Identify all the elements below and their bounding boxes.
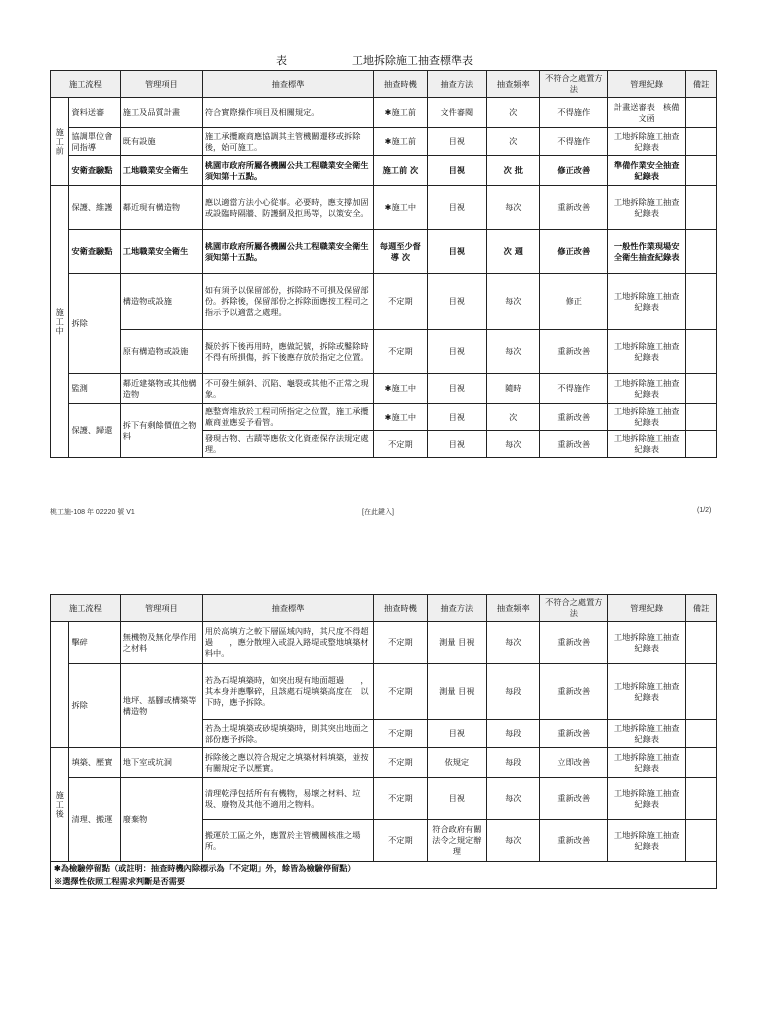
header-action: 不符合之處置方法 <box>540 71 608 98</box>
cell-timing: ✱施工前 <box>374 98 427 128</box>
cell-remark <box>686 330 717 374</box>
cell-timing: 不定期 <box>374 274 427 330</box>
cell-remark <box>686 374 717 404</box>
cell-record: 工地拆除施工抽查紀錄表 <box>608 622 686 664</box>
cell-frequency: 每次 <box>487 778 540 820</box>
cell-standard: 清理乾淨包括所有有機物，易壞之材料、垃圾、廢物及其他不適用之物料。 <box>202 778 373 820</box>
cell-record: 準備作業安全抽查紀錄表 <box>608 156 686 186</box>
cell-action: 重新改善 <box>540 330 608 374</box>
cell-item: 施工及品質計畫 <box>120 98 202 128</box>
cell-method: 目視 <box>427 778 487 820</box>
cell-flow: 安衛查驗點 <box>69 156 120 186</box>
header-standard: 抽查標準 <box>202 595 373 622</box>
cell-timing: 不定期 <box>374 720 427 748</box>
cell-timing: 不定期 <box>374 748 427 778</box>
cell-standard: 若為石堤填築時，如突出現有地面超過 ，其本身并應擊碎，且該處石堤填築高度在 以下時，應予拆除。 <box>202 664 373 720</box>
cell-standard: 桃園市政府所屬各機關公共工程職業安全衛生須知第十五點。 <box>202 156 373 186</box>
header-frequency: 抽查頻率 <box>487 595 540 622</box>
cell-standard: 搬運於工區之外，應置於主管機關核准之場所。 <box>202 820 373 862</box>
cell-standard: 拆除後之應以符合規定之填築材料填築，並按有關規定予以壓實。 <box>202 748 373 778</box>
table-row <box>51 230 717 274</box>
cell-flow: 擊碎 <box>69 622 120 664</box>
cell-flow: 拆除 <box>69 664 120 748</box>
cell-timing: 不定期 <box>374 664 427 720</box>
table-row <box>51 664 717 720</box>
header-method: 抽查方法 <box>427 71 487 98</box>
cell-frequency: 次 <box>487 128 540 156</box>
cell-method: 目視 <box>427 404 487 431</box>
cell-action: 不得施作 <box>540 128 608 156</box>
footer-doc-code: 桃工施-108 年 02220 號 V1 <box>50 509 135 516</box>
cell-remark <box>686 230 717 274</box>
optional-note: ※選擇性依照工程需求判斷是否需要 <box>51 875 717 889</box>
cell-frequency: 每次 <box>487 820 540 862</box>
cell-item: 鄰近現有構造物 <box>120 186 202 230</box>
cell-record: 工地拆除施工抽查紀錄表 <box>608 330 686 374</box>
cell-remark <box>686 664 717 720</box>
header-method: 抽查方法 <box>427 595 487 622</box>
cell-action: 重新改善 <box>540 820 608 862</box>
cell-action: 重新改善 <box>540 664 608 720</box>
table-row <box>51 98 717 128</box>
cell-frequency: 隨時 <box>487 374 540 404</box>
cell-action: 重新改善 <box>540 404 608 431</box>
table-row <box>51 622 717 664</box>
cell-frequency: 每段 <box>487 664 540 720</box>
phase-during: 施工中 <box>51 186 69 458</box>
inspection-table-page1 <box>50 70 717 458</box>
cell-method: 目視 <box>427 720 487 748</box>
header-flow: 施工流程 <box>51 71 121 98</box>
cell-remark <box>686 431 717 458</box>
cell-item: 地下室或坑洞 <box>120 748 202 778</box>
cell-standard: 不可發生傾斜、沉陷、龜裂或其他不正常之現象。 <box>202 374 373 404</box>
cell-method: 目視 <box>427 230 487 274</box>
cell-action: 不得施作 <box>540 98 608 128</box>
header-row <box>51 595 717 622</box>
cell-timing: 施工前 次 <box>374 156 427 186</box>
header-frequency: 抽查頻率 <box>487 71 540 98</box>
cell-action: 不得施作 <box>540 374 608 404</box>
cell-frequency: 每次 <box>487 431 540 458</box>
cell-flow: 保護、歸還 <box>69 404 120 458</box>
cell-action: 修正 <box>540 274 608 330</box>
cell-method: 測量 目視 <box>427 622 487 664</box>
cell-method: 目視 <box>427 374 487 404</box>
cell-item: 工地職業安全衛生 <box>120 156 202 186</box>
header-record: 管理紀錄 <box>608 71 686 98</box>
cell-timing: ✱施工中 <box>374 186 427 230</box>
cell-flow: 填築、壓實 <box>69 748 120 778</box>
cell-frequency: 每段 <box>487 748 540 778</box>
cell-method: 目視 <box>427 274 487 330</box>
cell-remark <box>686 748 717 778</box>
cell-remark <box>686 820 717 862</box>
cell-remark <box>686 404 717 431</box>
title-name: 工地拆除施工抽查標準表 <box>352 54 473 67</box>
cell-standard: 施工承攬廠商應協調其主管機關遷移或拆除後，始可施工。 <box>202 128 373 156</box>
cell-method: 符合政府有關法令之規定辦理 <box>427 820 487 862</box>
cell-record: 工地拆除施工抽查紀錄表 <box>608 748 686 778</box>
cell-item: 地坪、基腳或構築等構造物 <box>120 664 202 748</box>
cell-record: 工地拆除施工抽查紀錄表 <box>608 431 686 458</box>
cell-frequency: 次 批 <box>487 156 540 186</box>
cell-action: 修正改善 <box>540 230 608 274</box>
cell-record: 工地拆除施工抽查紀錄表 <box>608 778 686 820</box>
cell-record: 工地拆除施工抽查紀錄表 <box>608 186 686 230</box>
table-row <box>51 156 717 186</box>
cell-standard: 發現古物、古蹟等應依文化資產保存法規定處理。 <box>202 431 373 458</box>
cell-remark <box>686 778 717 820</box>
cell-action: 重新改善 <box>540 622 608 664</box>
cell-timing: ✱施工中 <box>374 404 427 431</box>
table-row <box>51 128 717 156</box>
cell-standard: 若為土堤填築或砂堤填築時，則其突出地面之部份應予拆除。 <box>202 720 373 748</box>
cell-flow: 清理、搬運 <box>69 778 120 862</box>
cell-item: 工地職業安全衛生 <box>120 230 202 274</box>
cell-standard: 用於高填方之較下層區域內時，其尺度不得超過 ，應分散埋入或混入路堤或整地填築材料中。 <box>202 622 373 664</box>
cell-record: 計畫送審表 核備文函 <box>608 98 686 128</box>
cell-record: 工地拆除施工抽查紀錄表 <box>608 820 686 862</box>
inspection-table-page2 <box>50 594 717 889</box>
cell-timing: 不定期 <box>374 778 427 820</box>
cell-item: 構造物或設施 <box>120 274 202 330</box>
cell-standard: 符合實際操作項目及相關規定。 <box>202 98 373 128</box>
cell-method: 測量 目視 <box>427 664 487 720</box>
footer-page-number: (1/2) <box>697 507 712 514</box>
cell-method: 文件審閱 <box>427 98 487 128</box>
cell-remark <box>686 186 717 230</box>
hold-point-note: ✱為檢驗停留點（或註明：抽查時機內除標示為「不定期」外，餘皆為檢驗停留點） <box>51 862 717 876</box>
cell-item: 既有設施 <box>120 128 202 156</box>
table-row <box>51 274 717 330</box>
cell-frequency: 每次 <box>487 186 540 230</box>
note-row <box>51 862 717 876</box>
cell-method: 目視 <box>427 128 487 156</box>
cell-method: 目視 <box>427 156 487 186</box>
cell-timing: ✱施工中 <box>374 374 427 404</box>
phase-after: 施工後 <box>51 748 69 862</box>
cell-record: 工地拆除施工抽查紀錄表 <box>608 404 686 431</box>
cell-timing: 不定期 <box>374 431 427 458</box>
cell-standard: 如有須予以保留部份，拆除時不可損及保留部份。拆除後，保留部份之拆除面應按工程司之指示予以適當之處理。 <box>202 274 373 330</box>
cell-method: 依規定 <box>427 748 487 778</box>
cell-remark <box>686 156 717 186</box>
cell-method: 目視 <box>427 186 487 230</box>
header-timing: 抽查時機 <box>374 595 427 622</box>
cell-flow: 保護、維護 <box>69 186 120 230</box>
cell-item: 拆下有剩餘價值之物料 <box>120 404 202 458</box>
cell-item: 廢棄物 <box>120 778 202 862</box>
header-action: 不符合之處置方法 <box>540 595 608 622</box>
cell-method: 目視 <box>427 431 487 458</box>
cell-record: 工地拆除施工抽查紀錄表 <box>608 128 686 156</box>
table-row <box>51 748 717 778</box>
phase-before: 施工前 <box>51 98 69 186</box>
cell-action: 重新改善 <box>540 431 608 458</box>
cell-item: 無機物及無化學作用之材料 <box>120 622 202 664</box>
cell-frequency: 次 週 <box>487 230 540 274</box>
phase-blank <box>51 622 69 748</box>
cell-flow: 資料送審 <box>69 98 120 128</box>
table-row <box>51 404 717 431</box>
cell-timing: 不定期 <box>374 330 427 374</box>
cell-flow: 監測 <box>69 374 120 404</box>
cell-timing: 每週至少督導 次 <box>374 230 427 274</box>
cell-item: 原有構造物或設施 <box>120 330 202 374</box>
cell-action: 立即改善 <box>540 748 608 778</box>
cell-frequency: 每次 <box>487 274 540 330</box>
cell-standard: 應以適當方法小心從事。必要時，應支撐加固或設臨時隔牆、防護網及拒馬等，以策安全。 <box>202 186 373 230</box>
cell-timing: 不定期 <box>374 622 427 664</box>
cell-remark <box>686 622 717 664</box>
cell-frequency: 次 <box>487 98 540 128</box>
note-row <box>51 875 717 889</box>
cell-standard: 擬於拆下後再用時，應做記號，拆除或鑿除時不得有所損傷，拆下後應存放於指定之位置。 <box>202 330 373 374</box>
header-row <box>51 71 717 98</box>
header-remark: 備註 <box>686 71 717 98</box>
cell-flow: 協調單位會同指導 <box>69 128 120 156</box>
cell-action: 修正改善 <box>540 156 608 186</box>
table-row <box>51 778 717 820</box>
cell-action: 重新改善 <box>540 186 608 230</box>
cell-frequency: 每段 <box>487 720 540 748</box>
table-row <box>51 330 717 374</box>
cell-frequency: 每次 <box>487 622 540 664</box>
cell-method: 目視 <box>427 330 487 374</box>
title-prefix: 表 <box>276 54 287 67</box>
header-item: 管理項目 <box>120 71 202 98</box>
cell-flow: 安衛查驗點 <box>69 230 120 274</box>
header-record: 管理紀錄 <box>608 595 686 622</box>
cell-record: 工地拆除施工抽查紀錄表 <box>608 664 686 720</box>
cell-remark <box>686 274 717 330</box>
cell-action: 重新改善 <box>540 720 608 748</box>
cell-standard: 桃園市政府所屬各機關公共工程職業安全衛生須知第十五點。 <box>202 230 373 274</box>
cell-remark <box>686 720 717 748</box>
cell-record: 一般性作業現場安全衛生抽查紀錄表 <box>608 230 686 274</box>
cell-standard: 應整齊堆放於工程司所指定之位置，施工承攬廠商並應妥予看管。 <box>202 404 373 431</box>
cell-record: 工地拆除施工抽查紀錄表 <box>608 720 686 748</box>
cell-record: 工地拆除施工抽查紀錄表 <box>608 274 686 330</box>
cell-item: 鄰近建築物或其他構造物 <box>120 374 202 404</box>
header-item: 管理項目 <box>120 595 202 622</box>
cell-frequency: 每次 <box>487 330 540 374</box>
cell-timing: ✱施工前 <box>374 128 427 156</box>
cell-flow: 拆除 <box>69 274 120 374</box>
header-standard: 抽查標準 <box>202 71 373 98</box>
cell-remark <box>686 128 717 156</box>
table-row <box>51 186 717 230</box>
header-flow: 施工流程 <box>51 595 121 622</box>
header-timing: 抽查時機 <box>374 71 427 98</box>
cell-action: 重新改善 <box>540 778 608 820</box>
table-row <box>51 374 717 404</box>
footer-placeholder: [在此鍵入] <box>362 509 394 516</box>
cell-frequency: 次 <box>487 404 540 431</box>
header-remark: 備註 <box>686 595 717 622</box>
cell-record: 工地拆除施工抽查紀錄表 <box>608 374 686 404</box>
cell-timing: 不定期 <box>374 820 427 862</box>
cell-remark <box>686 98 717 128</box>
